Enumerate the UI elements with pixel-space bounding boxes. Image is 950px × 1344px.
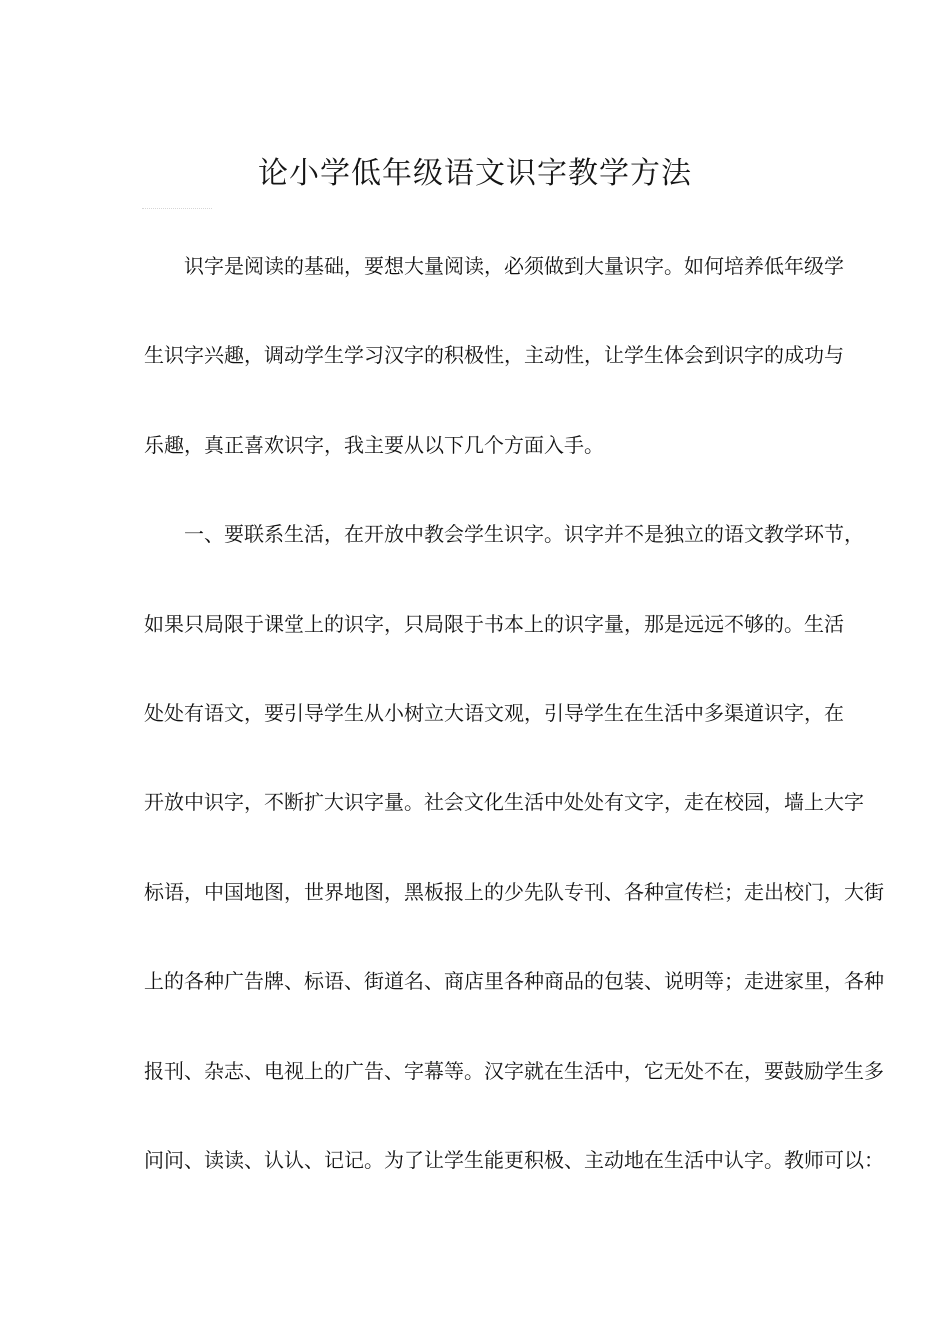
paragraph-1-line-2: 生识字兴趣，调动学生学习汉字的积极性，主动性，让学生体会到识字的成功与 (144, 343, 844, 368)
paragraph-2-line-1: 一、要联系生活，在开放中教会学生识字。识字并不是独立的语文教学环节， (184, 522, 864, 547)
document-title: 论小学低年级语文识字教学方法 (258, 156, 692, 191)
paragraph-1-line-3: 乐趣，真正喜欢识字，我主要从以下几个方面入手。 (144, 432, 604, 457)
paragraph-2-line-4: 开放中识字，不断扩大识字量。社会文化生活中处处有文字，走在校园，墙上大字 (144, 790, 864, 815)
paragraph-2-line-3: 处处有语文，要引导学生从小树立大语文观，引导学生在生活中多渠道识字，在 (144, 700, 844, 725)
faint-mark (142, 208, 212, 211)
paragraph-2-line-8: 问问、读读、认认、记记。为了让学生能更积极、主动地在生活中认字。教师可以： (144, 1147, 884, 1172)
document-body (144, 244, 884, 1227)
paragraph-1-line-1: 识字是阅读的基础，要想大量阅读，必须做到大量识字。如何培养低年级学 (184, 254, 844, 278)
paragraph-2-line-2: 如果只局限于课堂上的识字，只局限于书本上的识字量，那是远远不够的。生活 (144, 611, 844, 636)
paragraph-2-line-5: 标语，中国地图，世界地图，黑板报上的少先队专刊、各种宣传栏；走出校门，大街 (144, 879, 884, 904)
paragraph-2-line-6: 上的各种广告牌、标语、街道名、商店里各种商品的包装、说明等；走进家里，各种 (144, 969, 884, 994)
paragraph-2-line-7: 报刊、杂志、电视上的广告、字幕等。汉字就在生活中，它无处不在，要鼓励学生多 (144, 1058, 884, 1083)
